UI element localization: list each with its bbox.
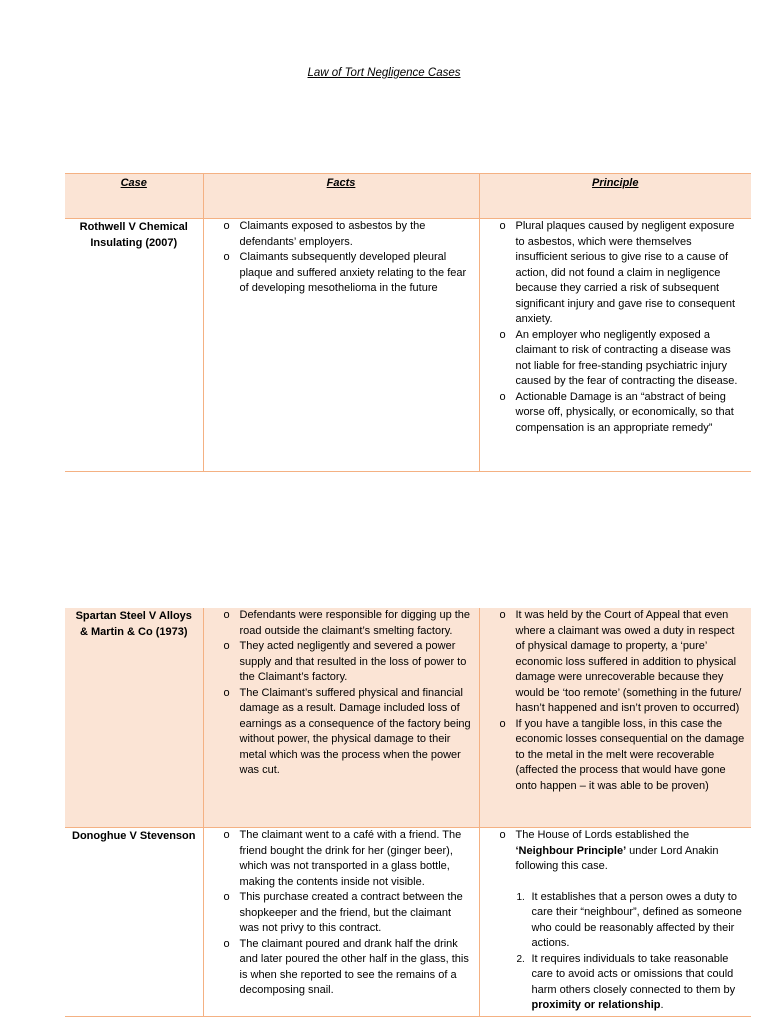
- table-row: [65, 828, 751, 1017]
- list-item: o Actionable Damage is an “abstract of being worse off, physically, or economically, so that compensation is an appropriate remedy”: [480, 390, 746, 437]
- case-name: Spartan Steel V Alloys & Martin & Co (1973): [75, 610, 192, 638]
- list-item: o Defendants were responsible for digging up the road outside the claimant’s smelting factory.: [204, 608, 473, 639]
- table-header-row: [65, 174, 751, 219]
- case-name: Donoghue V Stevenson: [72, 830, 196, 842]
- principle-list: [480, 219, 752, 436]
- facts-list: [204, 608, 479, 779]
- principle-list: [480, 608, 752, 794]
- document-title: Law of Tort Negligence Cases: [307, 67, 461, 79]
- neighbour-principle-term: ‘Neighbour Principle’: [515, 844, 627, 857]
- list-item: o It was held by the Court of Appeal that even where a claimant was owed a duty in respect of physical damage to property, a ‘pure’ economic loss suffered in addition to physical damage were unrecoverable because they would be ‘too remote’ (something in the future/ hasn’t happened and isn’t proven to occurred): [480, 608, 746, 717]
- list-item: o The Claimant’s suffered physical and financial damage as a result. Damage included loss of earnings as a consequence of the factory being without power, the physical damage to their metal which was the process when the power was cut.: [204, 686, 473, 779]
- list-item: o This purchase created a contract between the shopkeeper and the friend, but the claimant was not privy to this contract.: [204, 890, 473, 937]
- bullet-marker: o: [499, 829, 506, 841]
- case-name: Rothwell V Chemical Insulating (2007): [79, 221, 188, 249]
- list-item: 1. It establishes that a person owes a duty to care their “neighbour”, defined as someone who could be reasonably affected by their actions.: [516, 890, 742, 949]
- list-item: o Claimants exposed to asbestos by the defendants’ employers.: [204, 219, 473, 250]
- cases-table-2: [65, 608, 751, 1017]
- facts-list: [204, 219, 479, 297]
- list-item: o An employer who negligently exposed a claimant to risk of contracting a disease was not liable for free-standing psychiatric injury caused by the fear of contracting the disease.: [480, 328, 746, 390]
- list-item: o Plural plaques caused by negligent exposure to asbestos, which were themselves insufficient serious to give rise to a cause of action, did not found a claim in negligence because they carried a risk of subsequent significant injury and gave rise to consequent anxiety.: [480, 219, 746, 328]
- principle-numbered-list: [480, 890, 752, 1014]
- list-item: 2. It requires individuals to take reasonable care to avoid acts or omissions that could harm others closely connected to them by proximity or relationship.: [516, 952, 736, 1011]
- list-item: o The claimant poured and drank half the drink and later poured the other half in the glass, this is when she reported to see the remains of a decomposing snail.: [204, 937, 473, 999]
- header-facts: Facts: [326, 177, 356, 189]
- header-case: Case: [120, 177, 147, 189]
- list-item: o If you have a tangible loss, in this case the economic losses consequential on the damage to the metal in the melt were recoverable (affected the process that would have gone onto happen – it was able to be proven): [480, 717, 746, 795]
- list-item: o Claimants subsequently developed pleural plaque and suffered anxiety relating to the fear of developing mesothelioma in the future: [204, 250, 473, 297]
- table-row: [65, 608, 751, 828]
- proximity-term: proximity or relationship: [531, 999, 661, 1011]
- header-principle: Principle: [592, 177, 639, 189]
- cases-table-1: [65, 173, 751, 472]
- facts-list: [204, 828, 479, 999]
- list-item: o They acted negligently and severed a power supply and that resulted in the loss of power to the Claimant’s factory.: [204, 639, 473, 686]
- list-item: o The claimant went to a café with a friend. The friend bought the drink for her (ginger beer), which was not transported in a glass bottle, making the contents inside not visible.: [204, 828, 473, 890]
- table-row: [65, 219, 751, 472]
- principle-intro: o The House of Lords established the ‘Neighbour Principle’ under Lord Anakin following this case.: [499, 829, 719, 872]
